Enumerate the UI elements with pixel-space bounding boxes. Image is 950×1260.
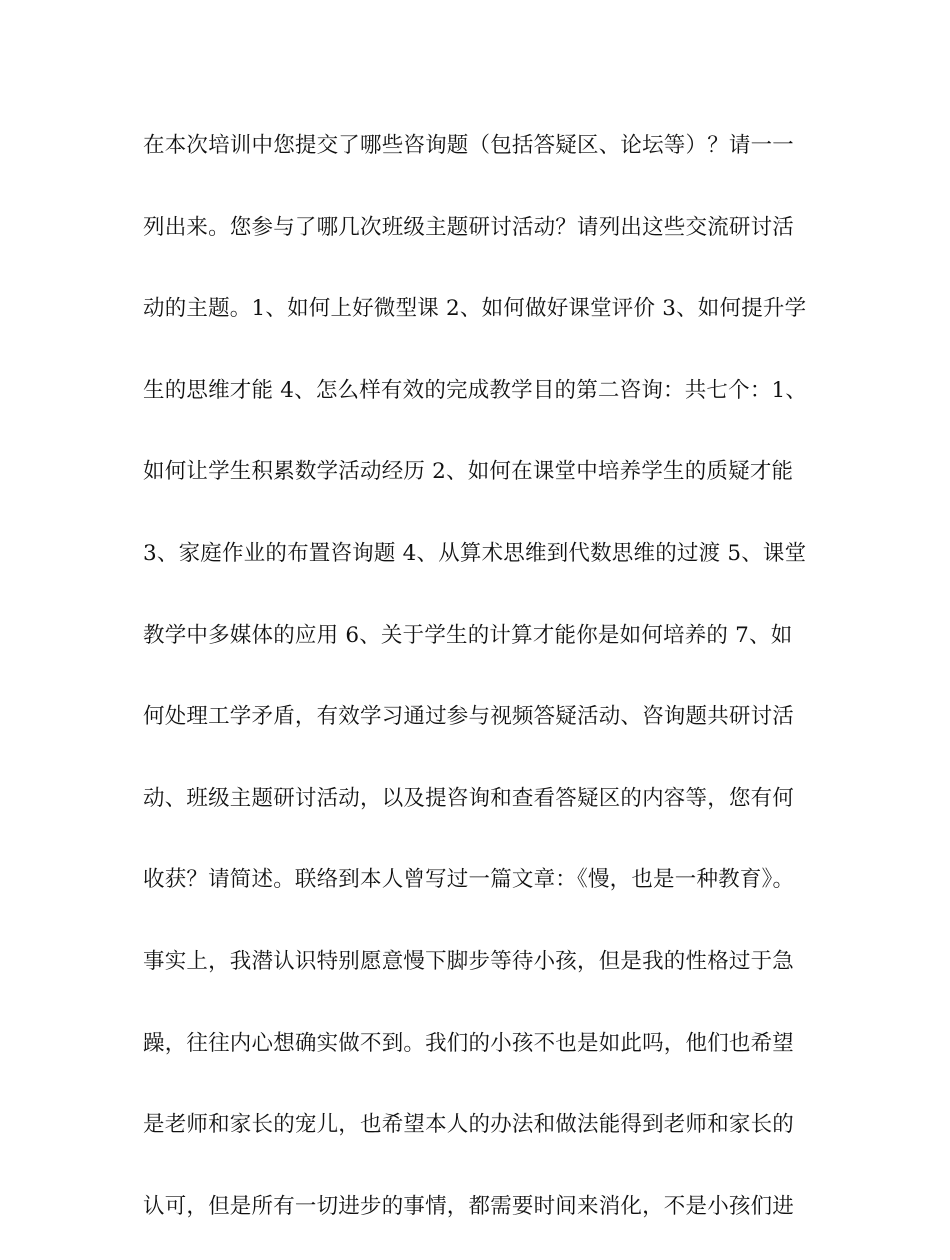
- body-text: [143, 118, 808, 1260]
- text-line: 列出来。您参与了哪几次班级主题研讨活动？请列出这些交流研讨活: [143, 214, 795, 240]
- text-line: 认可，但是所有一切进步的事情，都需要时间来消化，不是小孩们进: [143, 1193, 795, 1219]
- text-line: 教学中多媒体的应用 6、关于学生的计算才能你是如何培养的 7、如: [143, 622, 793, 648]
- text-line: 动的主题。1、如何上好微型课 2、如何做好课堂评价 3、如何提升学: [143, 296, 807, 322]
- text-line: 何处理工学矛盾，有效学习通过参与视频答疑活动、咨询题共研讨活: [143, 704, 795, 730]
- text-line: 如何让学生积累数学活动经历 2、如何在课堂中培养学生的质疑才能: [143, 459, 794, 485]
- text-line: 是老师和家长的宠儿，也希望本人的办法和做法能得到老师和家长的: [143, 1112, 795, 1138]
- text-line: 3、家庭作业的布置咨询题 4、从算术思维到代数思维的过渡 5、课堂: [143, 540, 807, 566]
- text-line: 动、班级主题研讨活动，以及提咨询和查看答疑区的内容等，您有何: [143, 785, 795, 811]
- text-line: 事实上，我潜认识特别愿意慢下脚步等待小孩，但是我的性格过于急: [143, 948, 795, 974]
- text-line: 在本次培训中您提交了哪些咨询题（包括答疑区、论坛等）？请一一: [143, 133, 795, 158]
- text-line: 收获？请简述。联络到本人曾写过一篇文章：《慢，也是一种教育》。: [143, 867, 795, 893]
- text-line: 生的思维才能 4、怎么样有效的完成教学目的第二咨询：共七个：1、: [143, 377, 808, 403]
- text-line: 躁，往往内心想确实做不到。我们的小孩不也是如此吗，他们也希望: [143, 1030, 795, 1056]
